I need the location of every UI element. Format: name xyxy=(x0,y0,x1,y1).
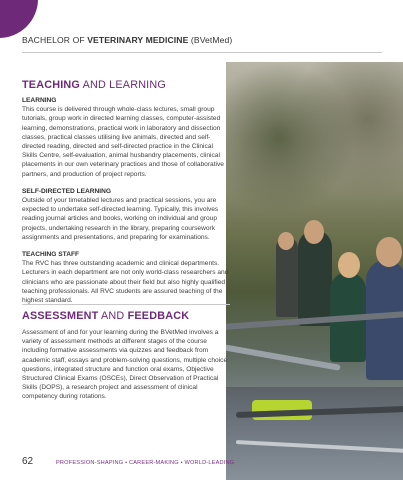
teaching-learning-heading: TEACHING AND LEARNING xyxy=(22,79,166,91)
assessment-feedback-heading: ASSESSMENT AND FEEDBACK xyxy=(22,310,190,322)
page-header xyxy=(22,35,232,45)
section-divider xyxy=(22,304,230,305)
header-prefix: BACHELOR OF xyxy=(22,35,88,45)
assessment-paragraph: Assessment of and for your learning during the BVetMed involves a variety of assessment methods at different stages of the course including formative assessments via quizzes and feedback from academic staff, essays and problem-solving questions, multiple choice questions, integrated structure and function oral exams, Objective Structured Clinical Exams (OSCEs), Direct Observation of Practical Skills (DOPS), a research project and assessment of clinical competency during rotations. xyxy=(22,329,228,401)
learning-paragraph: This course is delivered through whole-class lectures, small group tutorials, group work in directed learning classes, computer-assisted learning, demonstrations, practical work in laboratory and dissection classes, practical classes utilising live animals, directed and self-directed reading, directed and self-directed practice in the Clinical Skills Centre, self-evaluation, animal husbandry placements, clinical placements in our own veterinary practices and those of collaborative partners, and production of project reports. xyxy=(22,106,224,178)
rowing-photo xyxy=(226,62,403,480)
footer-tagline: PROFESSION-SHAPING • CAREER-MAKING • WORLD-LEADING xyxy=(56,460,235,466)
header-divider xyxy=(22,52,382,53)
corner-decoration xyxy=(0,0,38,38)
teaching-staff-paragraph: The RVC has three outstanding academic and clinical departments. Lecturers in each department are not only world-class researchers and clinicians who are passionate about their field but also highly qualified teaching professionals. All RVC students are assured teaching of the highest standard. xyxy=(22,260,229,305)
self-directed-subheading: SELF-DIRECTED LEARNING xyxy=(22,187,112,195)
teaching-staff-subheading: TEACHING STAFF xyxy=(22,251,80,259)
header-program: VETERINARY MEDICINE xyxy=(87,35,189,45)
teaching-learning-section xyxy=(22,96,230,305)
assessment-section xyxy=(22,328,230,402)
learning-subheading: LEARNING xyxy=(22,97,57,104)
page-number: 62 xyxy=(22,456,34,467)
self-directed-paragraph: Outside of your timetabled lectures and practical sessions, you are expected to undertake self-directed learning. Typically, this involves reading journal articles and books, working on individual and group projects, undertaking research in the library, preparing coursework assignments and presentations, and preparing for examinations. xyxy=(22,197,219,241)
header-suffix: (BVetMed) xyxy=(188,35,233,45)
